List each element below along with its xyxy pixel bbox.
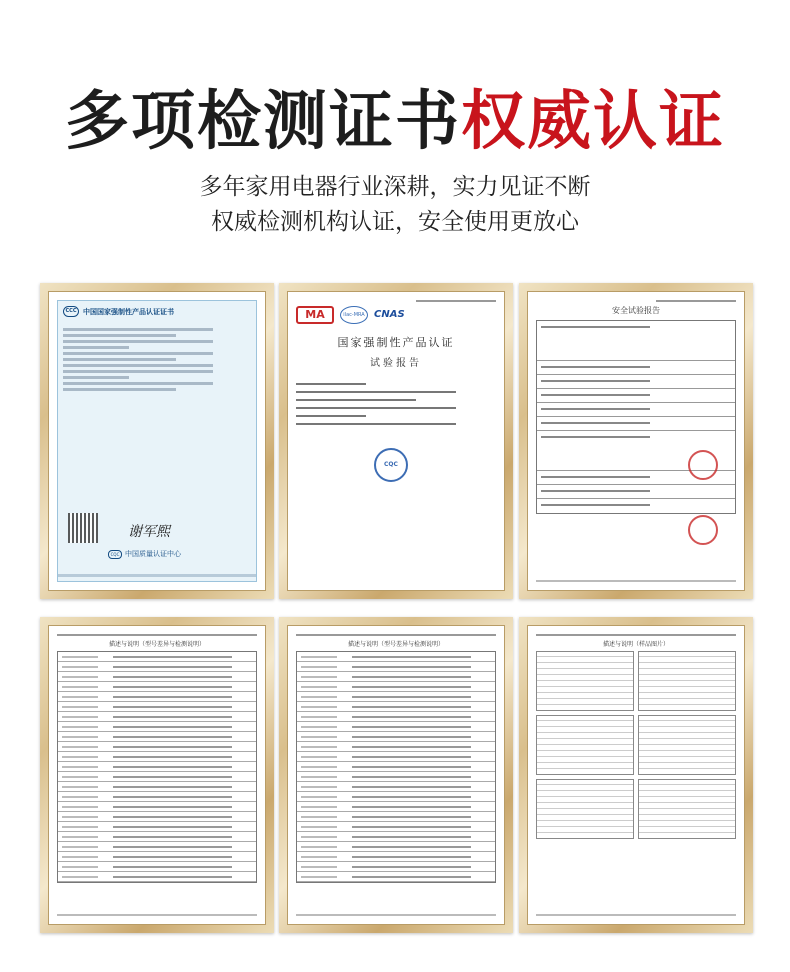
signature: 谢军熙 [128,524,170,540]
title-main: 多项检测证书 [65,85,461,159]
subtitle-line-1: 多年家用电器行业深耕，实力见证不断 [199,174,591,200]
red-stamp-icon [688,515,718,545]
report-subtitle: 试验报告 [370,358,422,369]
certificate-frame-ccc [40,283,274,599]
red-stamp-icon [688,450,718,480]
accreditation-logos [296,306,496,324]
safety-report [536,300,736,582]
description-page-1 [57,634,257,916]
description-page-2 [296,634,496,916]
ilac-logo-icon: ilac-MRA [340,306,368,324]
subtitle-line-2: 权威检测机构认证，安全使用更放心 [211,209,579,235]
ccc-certificate [57,300,257,582]
qr-code-icon [68,513,98,543]
certificate-frame-description-2 [279,617,513,933]
certificate-frame-sample-photos [519,617,753,933]
issuer [108,549,181,559]
issuer-name: 中国质量认证中心 [125,550,181,558]
certificate-frame-safety-report [519,283,753,599]
test-report [296,300,496,582]
certificate-frame-test-report [279,283,513,599]
ccc-logo-icon: CCC [63,306,79,317]
cqc-seal-icon: CQC [374,448,408,482]
cqc-logo-icon: CQC [108,550,122,559]
report-title: 国家强制性产品认证 [337,336,455,349]
ccc-heading: 中国国家强制性产品认证证书 [83,307,174,316]
safety-report-title: 安全试验报告 [612,306,660,315]
page-title [0,70,790,162]
description-title: 描述与说明（型号差异与检测说明） [347,641,444,648]
title-highlight: 权威认证 [461,85,725,159]
description-title: 描述与说明（型号差异与检测说明） [108,641,205,648]
ma-logo-icon: MA [296,306,334,324]
cnas-logo-icon: CNAS [374,309,405,320]
certificate-frame-description-1 [40,617,274,933]
sample-photos-page [536,634,736,916]
sample-photos-title: 描述与说明（样品图片） [602,641,669,648]
